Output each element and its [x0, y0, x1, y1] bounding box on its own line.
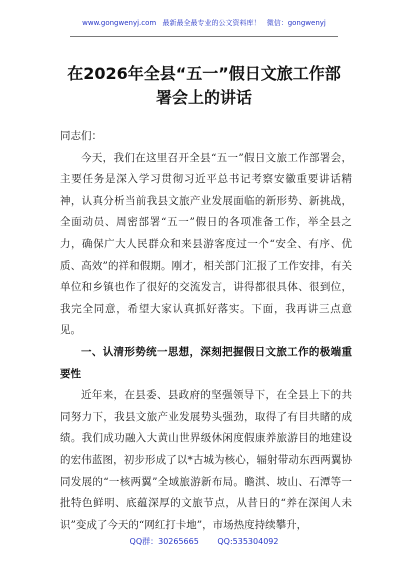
document-body	[60, 126, 352, 536]
footer-qq-contact: QQ:535304092	[217, 537, 279, 546]
section-heading: 一、认清形势统一思想，深刻把握假日文旅工作的极端重要性	[60, 345, 352, 380]
header-site-link[interactable]: www.gongwenyj.com	[82, 19, 157, 27]
title-line-1: 在2026年全县“五一”假日文旅工作部	[67, 64, 341, 83]
header-wechat: 微信：gongwenyj	[266, 19, 326, 27]
title-line-2: 署会上的讲话	[155, 88, 252, 107]
page-footer	[0, 536, 408, 547]
header-slogan: 最新最全最专业的公文资料库！	[162, 19, 261, 27]
section-paragraph: 近年来，在县委、县政府的坚强领导下，在全县上下的共同努力下，我县文旅产业发展势头强劲，取得了有目共睹的成绩。我们成功融入大黄山世界级休闲度假康养旅游目的地建设的宏伟蓝图，初步形成了以*古城为核心，辐射带动东西两翼协同发展的“一核两翼”全域旅游新布局。瞻淇、坡山、石潭等一批特色鲜明、底蕴深厚的文旅节点，从昔日的“养在深闺人未识”变成了今天的“网红打卡地”，市场热度持续攀升，	[60, 389, 352, 531]
header-banner	[0, 18, 408, 28]
footer-qq-group: QQ群：30265665	[129, 537, 199, 546]
document-title	[50, 62, 358, 110]
salutation: 同志们：	[60, 130, 102, 142]
intro-paragraph: 今天，我们在这里召开全县“五一”假日文旅工作部署会，主要任务是深入学习贯彻习近平总书记考察安徽重要讲话精神，认真分析当前我县文旅产业发展面临的新形势、新挑战，全面动员、周密部署“五一”假日的各项准备工作，举全县之力，确保广大人民群众和来县游客度过一个“安全、有序、优质、高效”的祥和假期。刚才，相关部门汇报了工作安排，有关单位和乡镇也作了很好的交流发言，讲得都很具体、很到位，我完全同意，希望大家认真抓好落实。下面，我再讲三点意见。	[60, 151, 352, 337]
header-divider	[70, 36, 338, 37]
page-header	[0, 0, 408, 42]
